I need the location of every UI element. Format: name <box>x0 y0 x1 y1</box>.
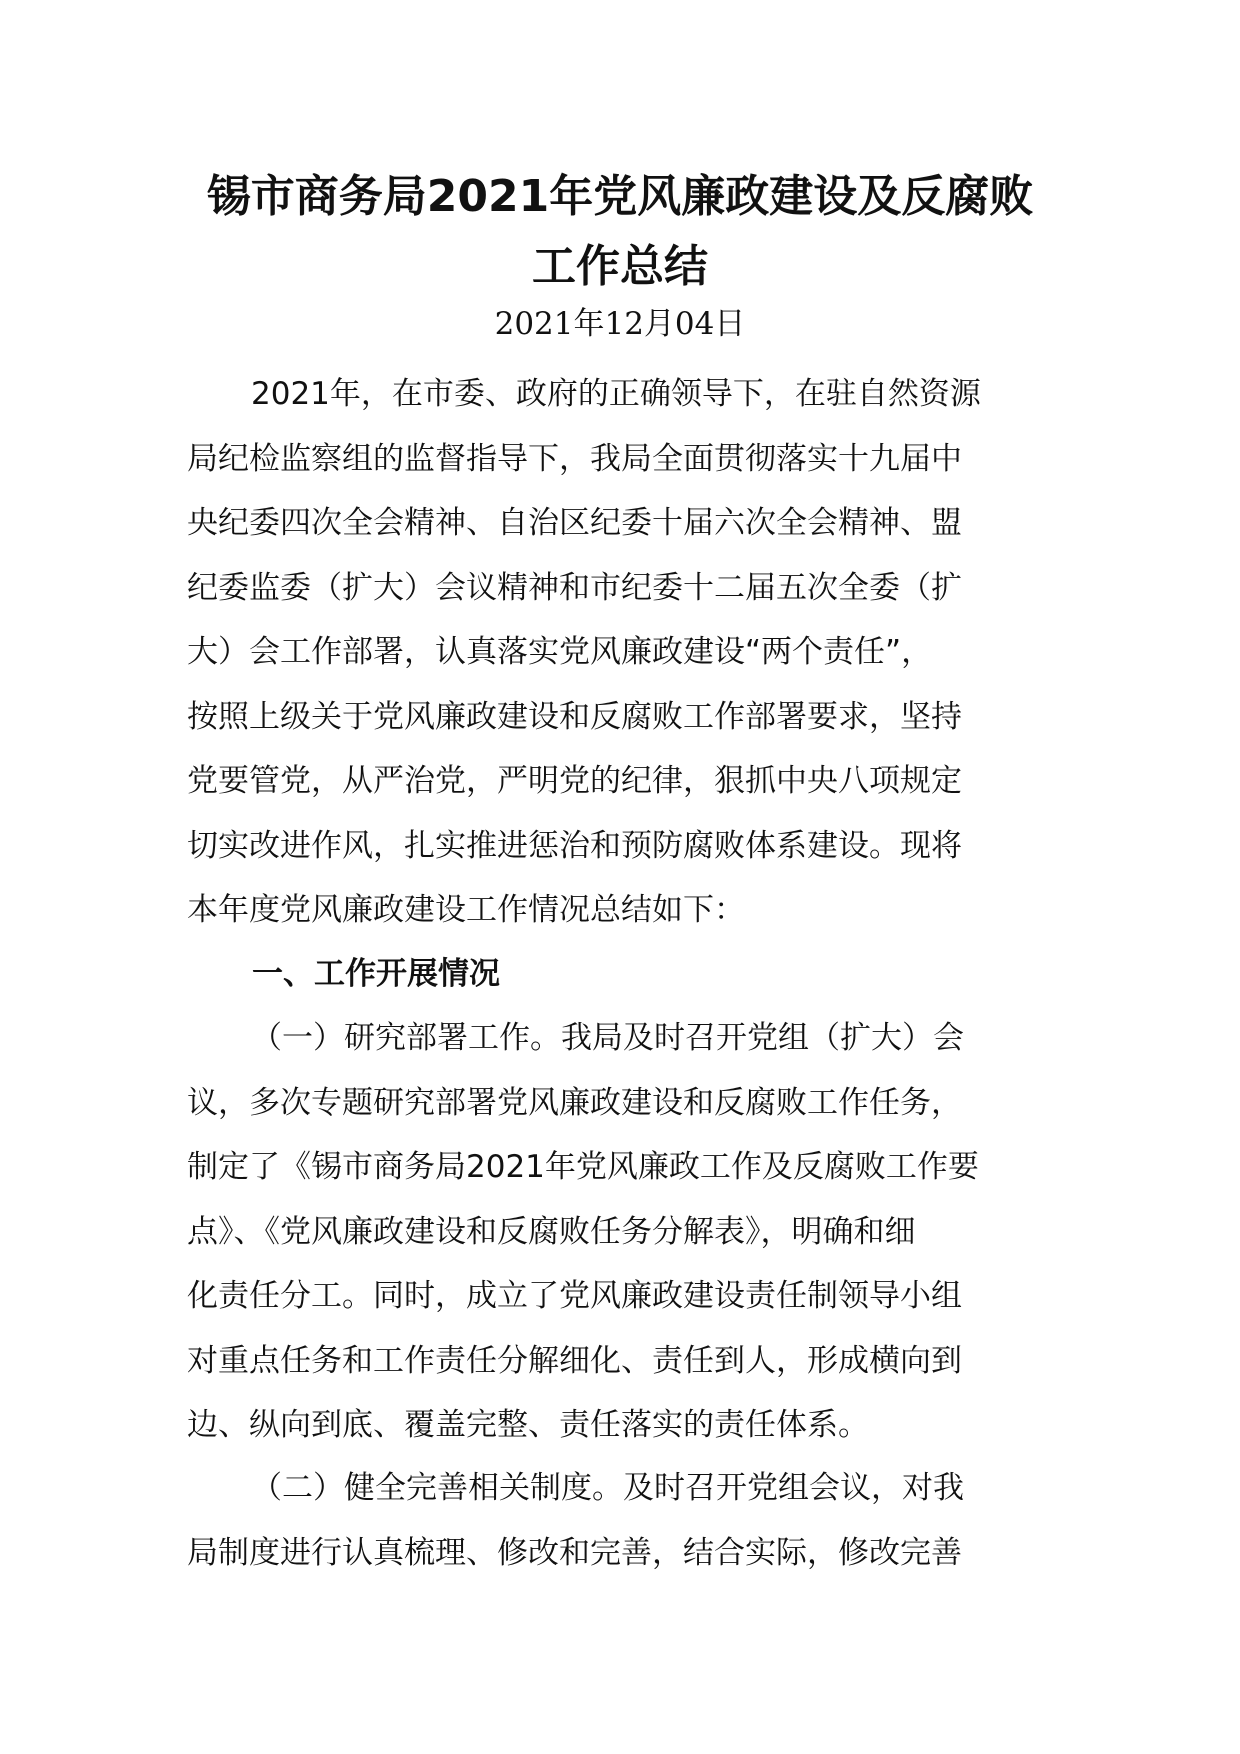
paragraph-line: （二）健全完善相关制度。及时召开党组会议，对我 <box>251 1470 964 1506</box>
paragraph-system-improvement <box>187 1456 1047 1585</box>
paragraph-line: 局纪检监察组的监督指导下，我局全面贯彻落实十九届中 <box>187 440 962 477</box>
paragraph-research-deployment <box>187 1006 1047 1458</box>
paragraph-line: 本年度党风廉政建设工作情况总结如下： <box>187 892 745 928</box>
section-heading: 一、工作开展情况 <box>252 956 500 992</box>
document-title-line-2: 工作总结 <box>532 241 708 292</box>
paragraph-line: 纪委监委（扩大）会议精神和市纪委十二届五次全委（扩 <box>187 569 962 606</box>
paragraph-line: 对重点任务和工作责任分解细化、责任到人，形成横向到 <box>187 1342 962 1379</box>
document-date: 2021年12月04日 <box>494 306 746 342</box>
paragraph-line: 大）会工作部署，认真落实党风廉政建设“两个责任”， <box>187 634 933 670</box>
paragraph-line: 议，多次专题研究部署党风廉政建设和反腐败工作任务， <box>187 1084 962 1121</box>
paragraph-line: （一）研究部署工作。我局及时召开党组（扩大）会 <box>251 1020 964 1056</box>
paragraph-line: 切实改进作风，扎实推进惩治和预防腐败体系建设。现将 <box>187 827 962 864</box>
paragraph-line: 2021年，在市委、政府的正确领导下，在驻自然资源 <box>251 376 981 412</box>
paragraph-line: 局制度进行认真梳理、修改和完善，结合实际，修改完善 <box>187 1534 962 1571</box>
paragraph-intro <box>187 362 1047 943</box>
paragraph-line: 按照上级关于党风廉政建设和反腐败工作部署要求，坚持 <box>187 698 962 735</box>
document-title-line-1: 锡市商务局2021年党风廉政建设及反腐败 <box>206 171 1034 222</box>
paragraph-line: 点》、《党风廉政建设和反腐败任务分解表》，明确和细 <box>187 1213 916 1250</box>
paragraph-line: 党要管党，从严治党，严明党的纪律，狠抓中央八项规定 <box>187 763 962 799</box>
paragraph-line: 制定了《锡市商务局2021年党风廉政工作及反腐败工作要 <box>187 1149 979 1185</box>
paragraph-line: 央纪委四次全会精神、自治区纪委十届六次全会精神、盟 <box>187 505 962 541</box>
paragraph-line: 化责任分工。同时，成立了党风廉政建设责任制领导小组 <box>187 1278 962 1314</box>
paragraph-line: 边、纵向到底、覆盖完整、责任落实的责任体系。 <box>187 1407 869 1443</box>
